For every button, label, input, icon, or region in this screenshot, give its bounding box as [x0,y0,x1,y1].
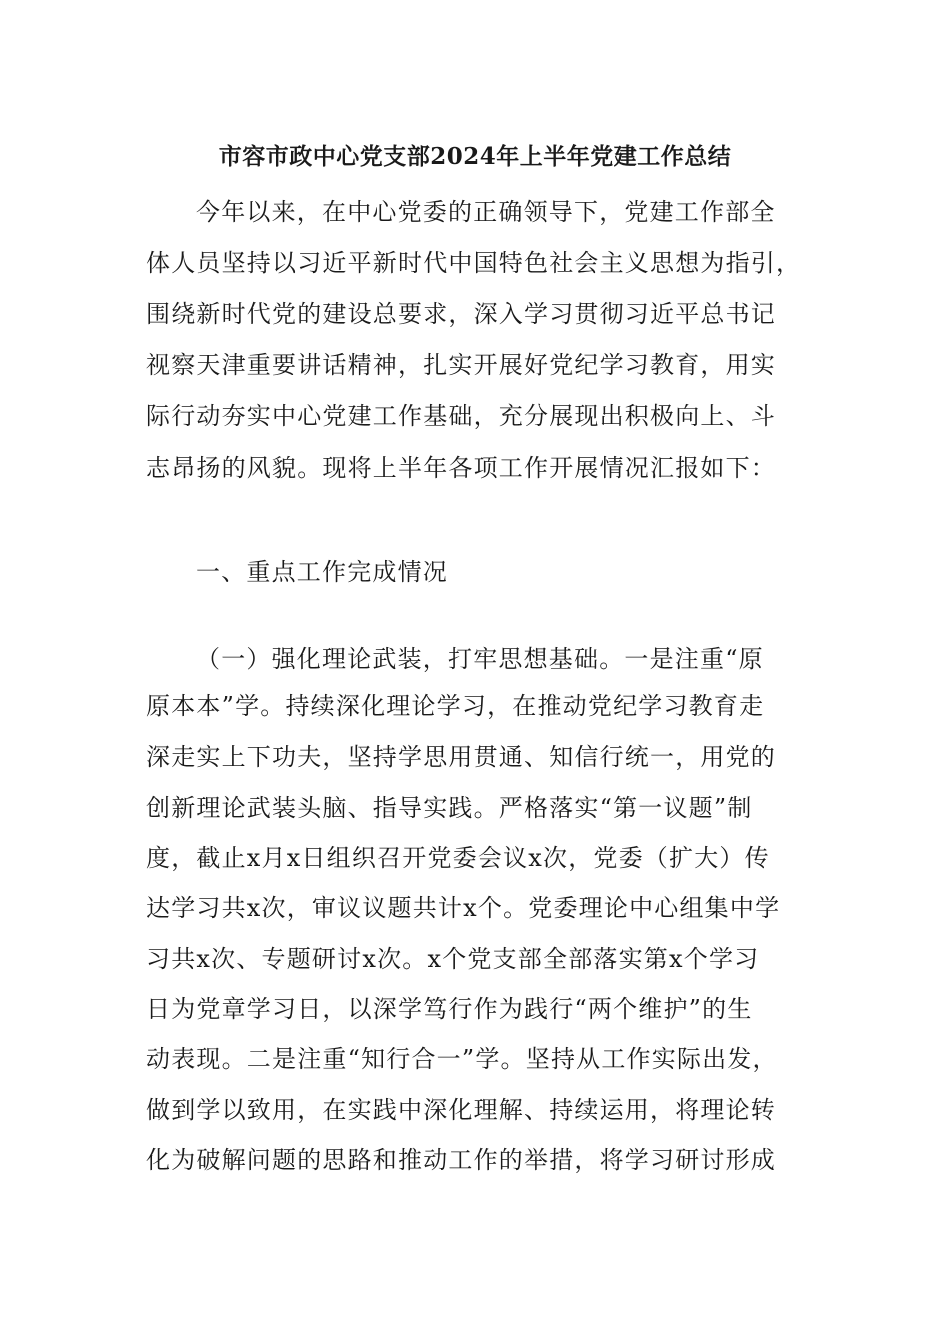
intro-line: 志昂扬的风貌。现将上半年各项工作开展情况汇报如下： [146,454,776,482]
intro-line: 今年以来，在中心党委的正确领导下，党建工作部全 [196,198,776,226]
section-heading: 一、重点工作完成情况 [196,558,448,586]
intro-line: 围绕新时代党的建设总要求，深入学习贯彻习近平总书记 [146,300,776,328]
body-line: 做到学以致用，在实践中深化理解、持续运用，将理论转 [146,1096,776,1124]
body-line: 深走实上下功夫，坚持学思用贯通、知信行统一，用党的 [146,743,776,771]
body-line: 达学习共x次，审议议题共计x个。党委理论中心组集中学 [146,894,781,922]
document-title: 市容市政中心党支部2024年上半年党建工作总结 [218,143,732,170]
intro-line: 体人员坚持以习近平新时代中国特色社会主义思想为指引， [146,249,802,277]
body-line: 度，截止x月x日组织召开党委会议x次，党委（扩大）传 [146,844,770,872]
body-line: 动表现。二是注重“知行合一”学。坚持从工作实际出发， [146,1045,778,1073]
body-line: 创新理论武装头脑、指导实践。严格落实“第一议题”制 [146,794,753,822]
body-line: 日为党章学习日，以深学笃行作为践行“两个维护”的生 [146,995,753,1023]
body-line: （一）强化理论武装，打牢思想基础。一是注重“原 [196,645,764,673]
body-line: 习共x次、专题研讨x次。x个党支部全部落实第x个学习 [146,945,760,973]
body-line: 原本本”学。持续深化理论学习，在推动党纪学习教育走 [146,692,765,720]
intro-line: 际行动夯实中心党建工作基础，充分展现出积极向上、斗 [146,402,776,430]
body-line: 化为破解问题的思路和推动工作的举措，将学习研讨形成 [146,1146,776,1174]
intro-line: 视察天津重要讲话精神，扎实开展好党纪学习教育，用实 [146,351,776,379]
